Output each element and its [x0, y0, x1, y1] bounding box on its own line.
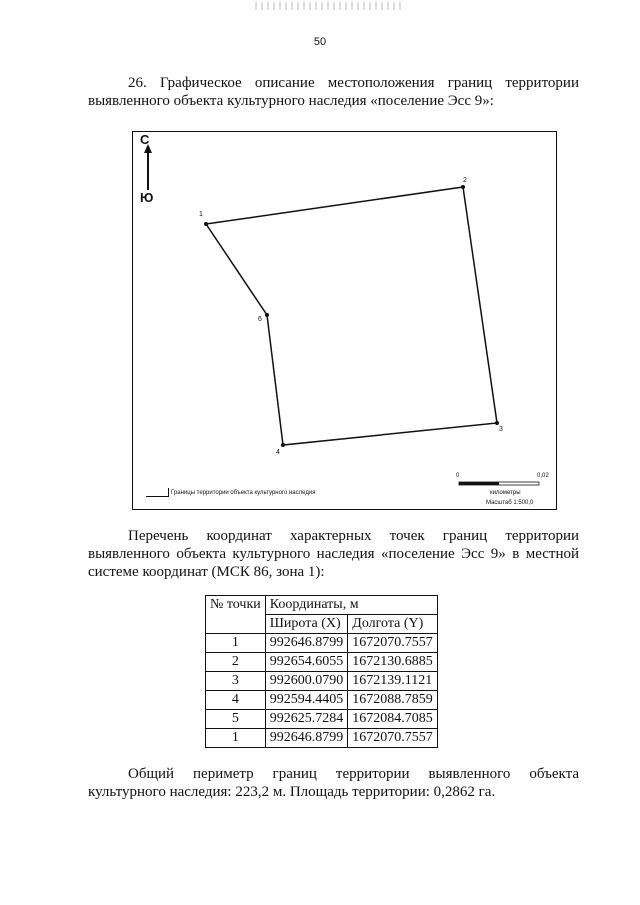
- boundary-map-drawing: [133, 132, 558, 511]
- cell-point: 4: [206, 691, 266, 710]
- scale-min-label: 0: [456, 473, 460, 479]
- cell-x: 992646.8799: [265, 634, 348, 653]
- cell-point: 1: [206, 729, 266, 748]
- legend-text: Границы территории объекта культурного наследия: [171, 489, 316, 496]
- cell-y: 1672070.7557: [348, 729, 438, 748]
- scan-smudge: [255, 2, 405, 10]
- territory-boundary: [206, 187, 497, 445]
- table-header-row: [206, 596, 438, 615]
- section-heading-line-1: 26. Графическое описание местоположения границ территории: [128, 75, 579, 91]
- table-row: [206, 710, 438, 729]
- coordinates-intro-line-3: системе координат (МСК 86, зона 1):: [88, 564, 325, 580]
- point-label-4: 4: [276, 449, 280, 456]
- table-row: [206, 634, 438, 653]
- section-heading-line-2: выявленного объекта культурного наследия «поселение Эсс 9»:: [88, 93, 494, 109]
- scale-unit-label: километры: [490, 490, 521, 496]
- cell-point: 3: [206, 672, 266, 691]
- point-marker-2: [461, 185, 465, 189]
- summary-paragraph: [88, 765, 579, 801]
- point-label-6: 6: [258, 316, 262, 323]
- north-label: С: [140, 132, 150, 147]
- table-row: [206, 729, 438, 748]
- cell-point: 2: [206, 653, 266, 672]
- cell-x: 992600.0790: [265, 672, 348, 691]
- south-label: Ю: [140, 190, 154, 205]
- coordinates-intro-line-2: выявленного объекта культурного наследия «поселение Эсс 9» в местной: [88, 546, 579, 562]
- cell-y: 1672139.1121: [348, 672, 438, 691]
- summary-line-2: культурного наследия: 223,2 м. Площадь территории: 0,2862 га.: [88, 784, 496, 800]
- point-label-1: 1: [199, 211, 203, 218]
- point-marker-3: [495, 421, 499, 425]
- point-marker-4: [281, 443, 285, 447]
- cell-point: 5: [206, 710, 266, 729]
- boundary-map: [132, 131, 557, 510]
- legend-line-icon: [146, 488, 169, 497]
- coordinates-intro-line-1: Перечень координат характерных точек границ территории: [128, 528, 579, 544]
- cell-point: 1: [206, 634, 266, 653]
- point-marker-6: [265, 313, 269, 317]
- map-legend: [146, 488, 315, 497]
- header-latitude: Широта (X): [265, 615, 348, 634]
- cell-y: 1672088.7859: [348, 691, 438, 710]
- cell-y: 1672084.7085: [348, 710, 438, 729]
- scale-bar-fill: [459, 482, 499, 485]
- cell-x: 992594.4405: [265, 691, 348, 710]
- header-longitude: Долгота (Y): [348, 615, 438, 634]
- table-row: [206, 672, 438, 691]
- cell-x: 992625.7284: [265, 710, 348, 729]
- cell-y: 1672130.6885: [348, 653, 438, 672]
- cell-y: 1672070.7557: [348, 634, 438, 653]
- point-marker-1: [204, 222, 208, 226]
- header-point: № точки: [206, 596, 266, 634]
- header-coordinates: Координаты, м: [265, 596, 437, 615]
- point-label-2: 2: [463, 177, 467, 184]
- scale-max-label: 0,02: [537, 473, 549, 479]
- coordinates-intro: [88, 527, 579, 581]
- coordinates-table: [205, 595, 438, 748]
- table-row: [206, 653, 438, 672]
- scale-caption: Масштаб 1:500,0: [486, 500, 534, 506]
- table-row: [206, 691, 438, 710]
- point-label-3: 3: [499, 426, 503, 433]
- cell-x: 992646.8799: [265, 729, 348, 748]
- cell-x: 992654.6055: [265, 653, 348, 672]
- section-heading: [88, 74, 579, 110]
- summary-line-1: Общий периметр границ территории выявленного объекта: [128, 766, 579, 782]
- page-number: 50: [313, 36, 327, 48]
